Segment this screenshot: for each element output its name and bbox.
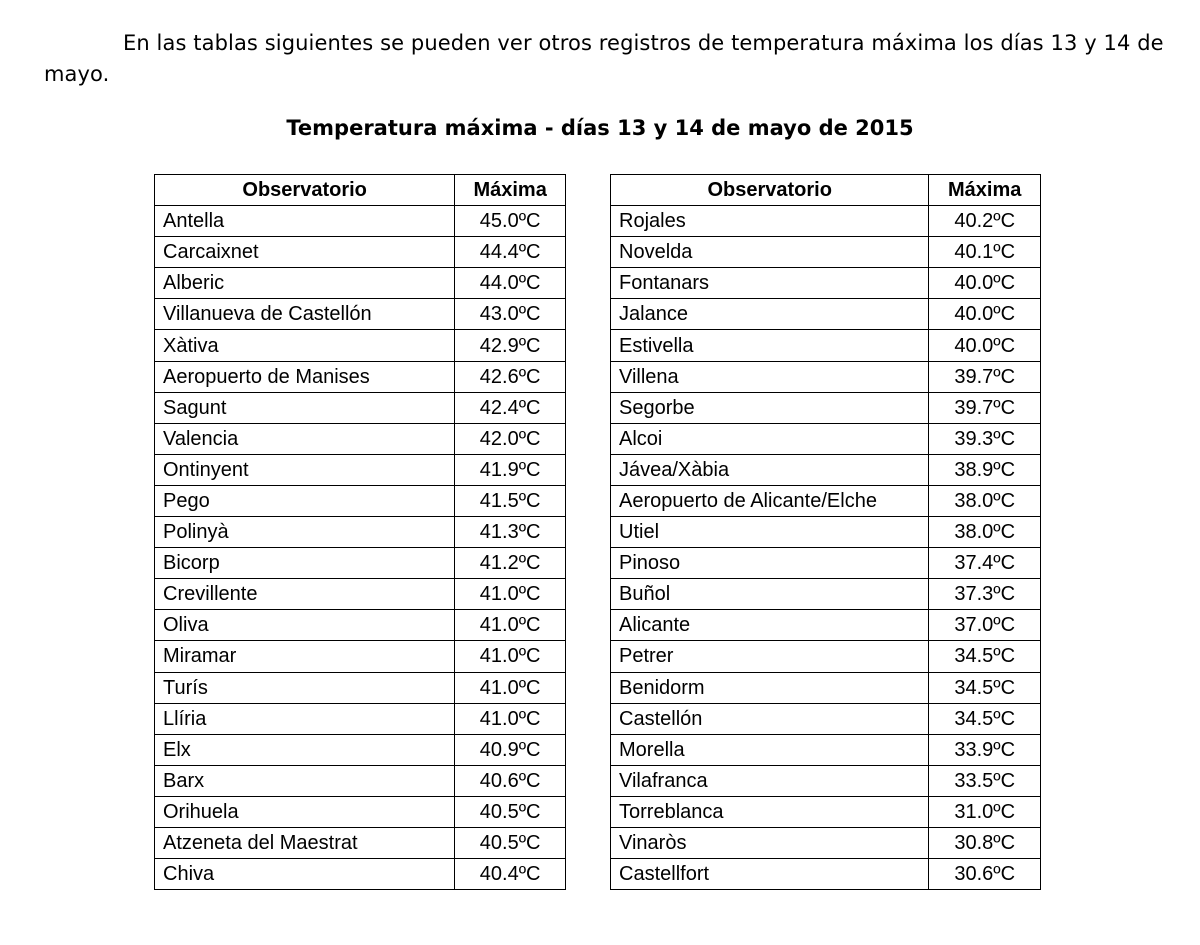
max-temperature-cell: 38.9ºC (929, 454, 1041, 485)
header-observatorio: Observatorio (611, 175, 929, 206)
station-name-cell: Carcaixnet (155, 237, 455, 268)
max-temperature-cell: 43.0ºC (455, 299, 566, 330)
station-name-cell: Xàtiva (155, 330, 455, 361)
station-name-cell: Vinaròs (611, 827, 929, 858)
station-name-cell: Alicante (611, 610, 929, 641)
table-row (611, 299, 1041, 330)
max-temperature-cell: 33.5ºC (929, 765, 1041, 796)
station-name-cell: Aeropuerto de Manises (155, 361, 455, 392)
max-temperature-cell: 41.5ºC (455, 485, 566, 516)
station-name-cell: Ontinyent (155, 454, 455, 485)
station-name-cell: Castellfort (611, 859, 929, 890)
max-temperature-cell: 31.0ºC (929, 796, 1041, 827)
station-name-cell: Aeropuerto de Alicante/Elche (611, 485, 929, 516)
station-name-cell: Llíria (155, 703, 455, 734)
max-temperature-cell: 41.0ºC (455, 641, 566, 672)
table-row (155, 454, 566, 485)
table-row (155, 827, 566, 858)
max-temperature-cell: 34.5ºC (929, 641, 1041, 672)
station-name-cell: Pinoso (611, 548, 929, 579)
table-row (611, 610, 1041, 641)
table-title: Temperatura máxima - días 13 y 14 de mayo de 2015 (286, 116, 914, 140)
table-row (155, 237, 566, 268)
max-temperature-cell: 30.8ºC (929, 827, 1041, 858)
station-name-cell: Fontanars (611, 268, 929, 299)
station-name-cell: Pego (155, 485, 455, 516)
station-name-cell: Vilafranca (611, 765, 929, 796)
max-temperature-cell: 40.1ºC (929, 237, 1041, 268)
station-name-cell: Estivella (611, 330, 929, 361)
max-temperature-cell: 40.9ºC (455, 734, 566, 765)
station-name-cell: Castellón (611, 703, 929, 734)
table-row (611, 237, 1041, 268)
station-name-cell: Orihuela (155, 796, 455, 827)
table-row (611, 796, 1041, 827)
station-name-cell: Buñol (611, 579, 929, 610)
station-name-cell: Polinyà (155, 517, 455, 548)
table-row (155, 734, 566, 765)
station-name-cell: Alberic (155, 268, 455, 299)
max-temperature-cell: 42.6ºC (455, 361, 566, 392)
table-row (611, 330, 1041, 361)
table-row (155, 485, 566, 516)
station-name-cell: Jávea/Xàbia (611, 454, 929, 485)
station-name-cell: Utiel (611, 517, 929, 548)
table-row (611, 423, 1041, 454)
table-header-row (611, 175, 1041, 206)
max-temperature-cell: 40.2ºC (929, 206, 1041, 237)
max-temperature-cell: 39.7ºC (929, 392, 1041, 423)
max-temperature-cell: 40.6ºC (455, 765, 566, 796)
temperature-table-left (154, 174, 566, 890)
header-maxima: Máxima (455, 175, 566, 206)
table-row (611, 268, 1041, 299)
table-row (611, 392, 1041, 423)
max-temperature-cell: 41.3ºC (455, 517, 566, 548)
table-row (155, 423, 566, 454)
table-row (155, 796, 566, 827)
table-row (611, 454, 1041, 485)
table-row (155, 672, 566, 703)
max-temperature-cell: 40.0ºC (929, 299, 1041, 330)
max-temperature-cell: 33.9ºC (929, 734, 1041, 765)
table-row (155, 299, 566, 330)
station-name-cell: Rojales (611, 206, 929, 237)
max-temperature-cell: 40.5ºC (455, 827, 566, 858)
station-name-cell: Miramar (155, 641, 455, 672)
table-row (155, 361, 566, 392)
max-temperature-cell: 41.0ºC (455, 610, 566, 641)
max-temperature-cell: 34.5ºC (929, 703, 1041, 734)
max-temperature-cell: 38.0ºC (929, 517, 1041, 548)
max-temperature-cell: 39.7ºC (929, 361, 1041, 392)
table-row (611, 703, 1041, 734)
max-temperature-cell: 40.0ºC (929, 330, 1041, 361)
max-temperature-cell: 34.5ºC (929, 672, 1041, 703)
max-temperature-cell: 41.0ºC (455, 672, 566, 703)
max-temperature-cell: 42.9ºC (455, 330, 566, 361)
table-row (611, 765, 1041, 796)
station-name-cell: Barx (155, 765, 455, 796)
table-row (155, 330, 566, 361)
max-temperature-cell: 41.2ºC (455, 548, 566, 579)
table-row (155, 206, 566, 237)
station-name-cell: Benidorm (611, 672, 929, 703)
station-name-cell: Antella (155, 206, 455, 237)
table-row (155, 517, 566, 548)
max-temperature-cell: 37.0ºC (929, 610, 1041, 641)
max-temperature-cell: 41.9ºC (455, 454, 566, 485)
table-row (155, 268, 566, 299)
table-row (155, 859, 566, 890)
table-row (155, 392, 566, 423)
station-name-cell: Segorbe (611, 392, 929, 423)
intro-paragraph: En las tablas siguientes se pueden ver otros registros de temperatura máxima los días 13 y 14 de mayo. (44, 31, 1164, 86)
max-temperature-cell: 44.4ºC (455, 237, 566, 268)
table-row (155, 765, 566, 796)
max-temperature-cell: 41.0ºC (455, 703, 566, 734)
max-temperature-cell: 38.0ºC (929, 485, 1041, 516)
table-row (611, 827, 1041, 858)
table-row (155, 610, 566, 641)
table-row (611, 672, 1041, 703)
station-name-cell: Villena (611, 361, 929, 392)
max-temperature-cell: 42.4ºC (455, 392, 566, 423)
station-name-cell: Valencia (155, 423, 455, 454)
table-row (611, 579, 1041, 610)
table-row (611, 641, 1041, 672)
table-row (155, 548, 566, 579)
table-row (155, 641, 566, 672)
station-name-cell: Chiva (155, 859, 455, 890)
table-row (611, 859, 1041, 890)
max-temperature-cell: 44.0ºC (455, 268, 566, 299)
table-row (155, 703, 566, 734)
table-row (611, 734, 1041, 765)
station-name-cell: Sagunt (155, 392, 455, 423)
table-row (155, 579, 566, 610)
station-name-cell: Turís (155, 672, 455, 703)
station-name-cell: Crevillente (155, 579, 455, 610)
table-row (611, 485, 1041, 516)
max-temperature-cell: 40.5ºC (455, 796, 566, 827)
table-row (611, 548, 1041, 579)
max-temperature-cell: 42.0ºC (455, 423, 566, 454)
header-observatorio: Observatorio (155, 175, 455, 206)
max-temperature-cell: 40.4ºC (455, 859, 566, 890)
max-temperature-cell: 37.3ºC (929, 579, 1041, 610)
station-name-cell: Villanueva de Castellón (155, 299, 455, 330)
table-header-row (155, 175, 566, 206)
max-temperature-cell: 45.0ºC (455, 206, 566, 237)
header-maxima: Máxima (929, 175, 1041, 206)
station-name-cell: Alcoi (611, 423, 929, 454)
max-temperature-cell: 41.0ºC (455, 579, 566, 610)
station-name-cell: Jalance (611, 299, 929, 330)
station-name-cell: Morella (611, 734, 929, 765)
max-temperature-cell: 40.0ºC (929, 268, 1041, 299)
max-temperature-cell: 37.4ºC (929, 548, 1041, 579)
station-name-cell: Petrer (611, 641, 929, 672)
table-row (611, 361, 1041, 392)
station-name-cell: Oliva (155, 610, 455, 641)
station-name-cell: Elx (155, 734, 455, 765)
station-name-cell: Bicorp (155, 548, 455, 579)
table-row (611, 206, 1041, 237)
station-name-cell: Novelda (611, 237, 929, 268)
max-temperature-cell: 39.3ºC (929, 423, 1041, 454)
station-name-cell: Atzeneta del Maestrat (155, 827, 455, 858)
max-temperature-cell: 30.6ºC (929, 859, 1041, 890)
table-row (611, 517, 1041, 548)
station-name-cell: Torreblanca (611, 796, 929, 827)
temperature-table-right (610, 174, 1041, 890)
